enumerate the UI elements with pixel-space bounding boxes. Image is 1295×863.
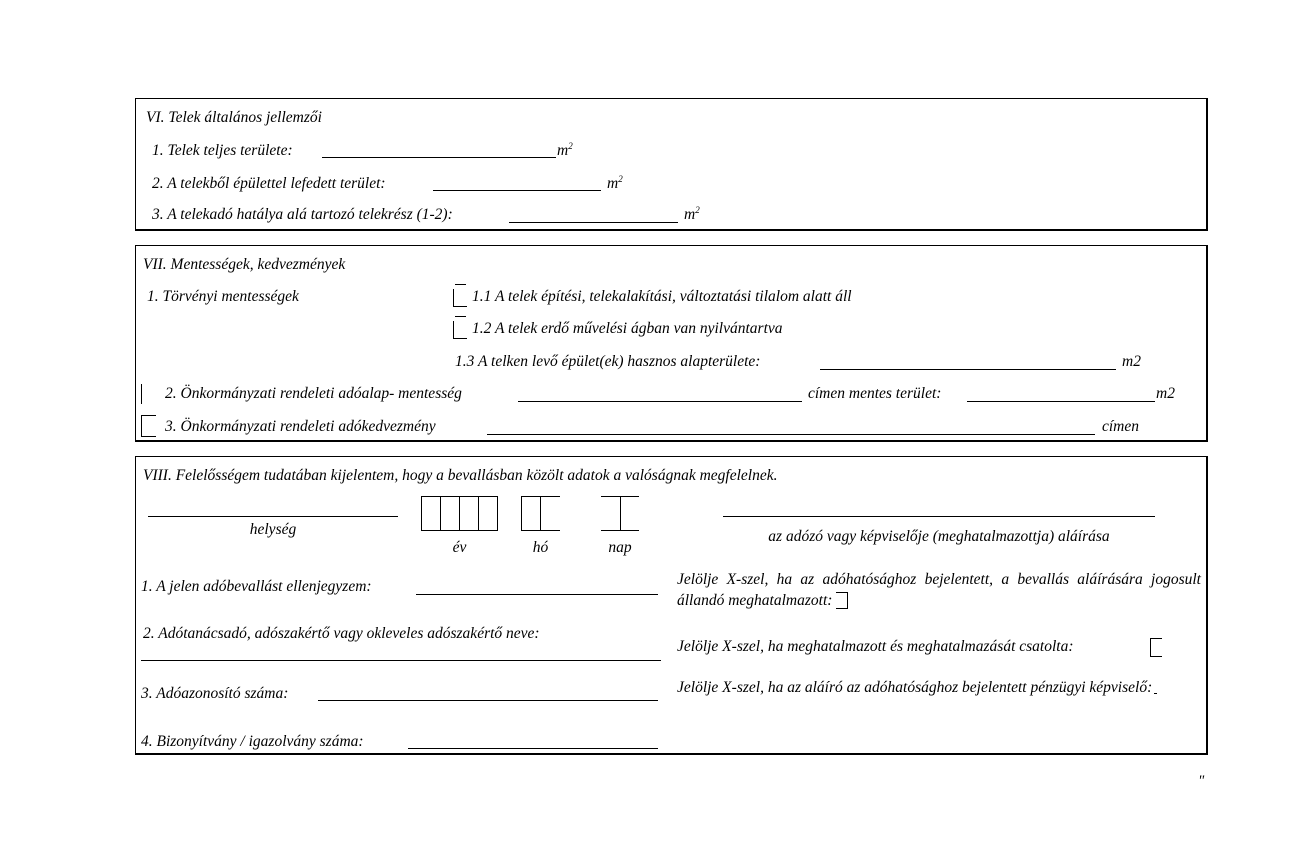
section-vii-box [135,245,1208,442]
telekresz-label: 3. A telekadó hatálya alá tartozó telekrész (1-2): [152,206,453,223]
ev-boxes[interactable] [421,496,498,531]
ho-digit-box[interactable] [540,496,560,531]
checkbox-meghatalmazas-csatolta[interactable] [1150,638,1162,657]
nap-digit-box[interactable] [601,496,620,531]
mentes-terulet-field[interactable] [967,401,1155,402]
section-vii-title: VII. Mentességek, kedvezmények [143,256,346,273]
telek-teljes-terulete-field[interactable] [322,157,556,158]
unit-m2: $m^2$ [684,205,700,223]
adotanacsado-field[interactable] [141,660,661,661]
bizonyitvany-label: 4. Bizonyítvány / igazolvány száma: [141,733,364,750]
note-meghatalmazas-csatolta: Jelölje X-szel, ha meghatalmazott és meghatalmazását csatolta: [677,638,1074,655]
note-allando-meghatalmazott: Jelölje X-szel, ha az adóhatósághoz bejelentett, a bevallás aláírására jogosult állandó meghatalmazott: [677,571,1201,609]
adokedvezmeny-field[interactable] [487,434,1095,435]
checkbox-1-1[interactable] [453,289,467,307]
adoazonosito-label: 3. Adóazonosító száma: [141,685,289,702]
ho-digit-box[interactable] [521,496,540,531]
nap-boxes[interactable] [601,496,639,531]
ev-digit-box[interactable] [440,496,459,531]
checkbox-1-2[interactable] [453,321,467,339]
unit-m2: m2 [1156,385,1175,402]
checkbox-penzugyi-kepviselo[interactable] [1154,684,1157,694]
signature-line[interactable] [723,516,1155,517]
adotanacsado-label: 2. Adótanácsadó, adószakértő vagy okleveles adószakértő neve: [143,625,540,642]
nap-label: nap [608,539,632,556]
telek-teljes-terulete-label: 1. Telek teljes területe: [152,142,293,159]
adoalap-mentesseg-label: 2. Önkormányzati rendeleti adóalap- mentesség [165,385,462,402]
signature-label: az adózó vagy képviselője (meghatalmazottja) aláírása [768,528,1110,545]
adokedvezmeny-label: 3. Önkormányzati rendeleti adókedvezmény [165,418,436,435]
checkbox-2[interactable] [141,384,155,404]
adoazonosito-field[interactable] [318,700,658,701]
lefedett-terulet-label: 2. A telekből épülettel lefedett terület: [152,175,386,192]
section-viii-title: VIII. Felelősségem tudatában kijelentem, hogy a bevallásban közölt adatok a valóságnak megfelelnek. [143,467,778,484]
cimen-label: címen [1102,418,1140,435]
ellenjegyzem-label: 1. A jelen adóbevallást ellenjegyzem: [141,578,372,595]
unit-m2: m2 [1122,353,1141,370]
note-penzugyi-kepviselo: Jelölje X-szel, ha az aláíró az adóhatósághoz bejelentett pénzügyi képviselő: [677,677,1201,698]
ellenjegyzem-field[interactable] [416,594,658,595]
helyseg-field[interactable] [148,516,398,517]
nap-digit-box[interactable] [620,496,639,531]
telekresz-field[interactable] [509,222,678,223]
closing-quote-mark: " [1198,773,1205,789]
option-1-3-label: 1.3 A telken levő épület(ek) hasznos alapterülete: [455,353,761,370]
ev-label: év [452,539,467,556]
unit-m2: $m^2$ [607,174,623,192]
ev-digit-box[interactable] [459,496,478,531]
checkbox-top-mark [455,284,466,285]
unit-m2: $m^2$ [557,141,573,159]
option-1-1-label: 1.1 A telek építési, telekalakítási, változtatási tilalom alatt áll [472,288,852,305]
checkbox-allando-meghatalmazott[interactable] [836,592,848,609]
torvenyi-mentessegek-label: 1. Törvényi mentességek [147,288,299,305]
lefedett-terulet-field[interactable] [433,190,601,191]
bizonyitvany-field[interactable] [408,748,658,749]
adoalap-mentesseg-cim-field[interactable] [518,401,802,402]
helyseg-label: helység [249,521,297,538]
option-1-2-label: 1.2 A telek erdő művelési ágban van nyilvántartva [472,320,783,337]
ho-label: hó [532,539,549,556]
checkbox-3[interactable] [141,415,156,437]
ev-digit-box[interactable] [478,496,498,531]
checkbox-top-mark [455,316,466,317]
ev-digit-box[interactable] [421,496,440,531]
ho-boxes[interactable] [521,496,560,531]
section-vi-title: VI. Telek általános jellemzői [146,109,322,126]
mentes-terulet-label: címen mentes terület: [808,385,942,402]
hasznos-alapterulet-field[interactable] [820,369,1116,370]
